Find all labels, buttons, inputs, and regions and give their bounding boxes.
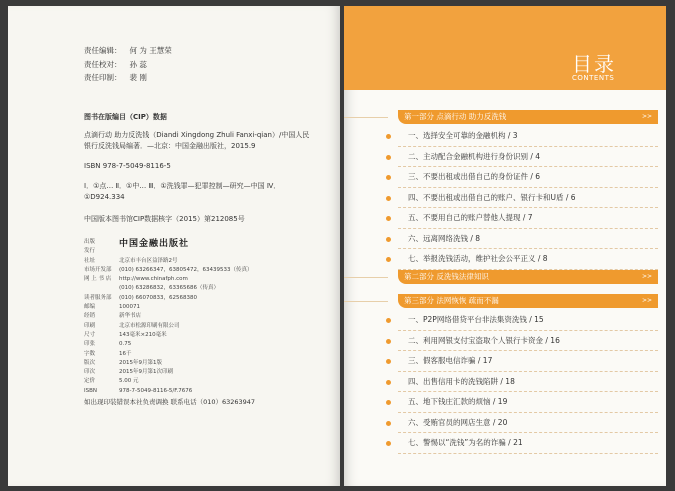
toc-entry bbox=[398, 310, 658, 331]
publisher-detail-row bbox=[84, 350, 324, 359]
detail-value: 143毫米×210毫米 bbox=[119, 331, 167, 338]
cip-classification: Ⅰ．①点… Ⅱ．①中… Ⅲ．①洗钱罪—犯罪控制—研究—中国 Ⅳ．①D924.334 bbox=[84, 182, 281, 201]
contents-page bbox=[344, 6, 666, 486]
publisher-name: 中国金融出版社 bbox=[119, 239, 190, 249]
cip-text: 点滴行动 助力反洗钱（Diandi Xingdong Zhuli Fanxi-qian）/中国人民银行反洗钱局编著．—北京：中国金融出版社，2015.9 bbox=[84, 131, 310, 150]
publisher-footer: 如出现印装错误本社负责调换 联系电话（010）63263947 bbox=[84, 398, 256, 407]
bullet-dot-icon bbox=[386, 400, 391, 405]
arrow-icon: >> bbox=[641, 273, 652, 280]
divider bbox=[344, 277, 388, 278]
toc-entry-text: 一、P2P网络借贷平台非法集资洗钱 / 15 bbox=[408, 315, 544, 324]
publisher-detail-row bbox=[84, 303, 324, 312]
detail-value: 0.75 bbox=[119, 341, 132, 348]
copyright-page bbox=[8, 6, 340, 486]
publisher-detail-row bbox=[84, 275, 324, 284]
detail-label: 邮编 bbox=[84, 304, 96, 311]
detail-label: 印刷 bbox=[84, 322, 96, 329]
detail-label: 定价 bbox=[84, 378, 96, 385]
bullet-dot-icon bbox=[386, 134, 391, 139]
bullet-dot-icon bbox=[386, 196, 391, 201]
cip-heading: 图书在版编目（CIP）数据 bbox=[84, 113, 167, 121]
bullet-dot-icon bbox=[386, 155, 391, 160]
toc-entry-text: 二、利用网银支付宝盗取个人银行卡资金 / 16 bbox=[408, 335, 560, 345]
toc-entry bbox=[398, 433, 658, 454]
bullet-dot-icon bbox=[386, 237, 391, 242]
publisher-detail-row bbox=[84, 312, 324, 321]
publisher-details bbox=[84, 257, 324, 396]
cip-block bbox=[84, 130, 314, 225]
publisher-detail-row bbox=[84, 340, 324, 349]
part-1-header bbox=[398, 110, 658, 124]
detail-label bbox=[84, 284, 119, 293]
header-band bbox=[344, 6, 666, 90]
toc-entry-text: 六、远离网络洗钱 / 8 bbox=[408, 233, 481, 243]
toc-entry-text: 二、主动配合金融机构进行身份识别 / 4 bbox=[408, 151, 541, 161]
detail-label: 尺寸 bbox=[84, 331, 96, 338]
part-1-list bbox=[398, 126, 658, 270]
toc-entry bbox=[398, 188, 658, 209]
toc-entry-text: 一、选择安全可靠的金融机构 / 3 bbox=[408, 131, 518, 140]
toc-entry-text: 七、警惕以“洗钱”为名的诈骗 / 21 bbox=[408, 438, 523, 447]
toc-entry bbox=[398, 392, 658, 413]
bullet-dot-icon bbox=[386, 421, 391, 426]
detail-label: 字数 bbox=[84, 350, 96, 357]
detail-value: 5.00 元 bbox=[119, 378, 139, 385]
toc-entry-text: 三、不要出租或出借自己的身份证件 / 6 bbox=[408, 172, 541, 181]
publisher-detail-row bbox=[84, 322, 324, 331]
credit-label: 责任编辑： bbox=[84, 46, 122, 55]
bullet-dot-icon bbox=[386, 175, 391, 180]
bullet-dot-icon bbox=[386, 380, 391, 385]
detail-label: 印张 bbox=[84, 341, 96, 348]
publisher-detail-row bbox=[84, 266, 324, 275]
toc-entry-text: 三、假客服电信诈骗 / 17 bbox=[408, 356, 493, 365]
detail-value: 100071 bbox=[119, 304, 140, 311]
credit-value: 何 为 王慧荣 bbox=[129, 46, 172, 55]
credit-row-proofreader bbox=[84, 58, 172, 72]
toc-entry bbox=[398, 372, 658, 393]
part-1-title: 第一部分 点滴行动 助力反洗钱 bbox=[404, 112, 507, 121]
arrow-icon: >> bbox=[641, 297, 652, 304]
detail-label: 市场开发部 bbox=[84, 266, 112, 273]
detail-label: 经销 bbox=[84, 313, 96, 320]
credit-label: 责任校对： bbox=[84, 59, 122, 69]
detail-label: 读者服务部 bbox=[84, 294, 112, 301]
publisher-label-bottom: 发行 bbox=[84, 248, 96, 255]
toc-entry bbox=[398, 147, 658, 168]
publisher-detail-row bbox=[84, 359, 324, 368]
publisher-detail-row bbox=[84, 387, 324, 396]
part-2-header bbox=[398, 270, 658, 284]
detail-label: 网 上 书 店 bbox=[84, 276, 112, 283]
publisher-block bbox=[84, 238, 324, 407]
detail-label: 版次 bbox=[84, 359, 96, 366]
cip-isbn: ISBN 978-7-5049-8116-5 bbox=[84, 162, 171, 170]
publisher-detail-row bbox=[84, 294, 324, 303]
toc-entry-text: 七、举报洗钱活动，维护社会公平正义 / 8 bbox=[408, 254, 548, 263]
bullet-dot-icon bbox=[386, 441, 391, 446]
publisher-detail-row bbox=[84, 284, 324, 293]
bullet-dot-icon bbox=[386, 339, 391, 344]
credit-row-printing bbox=[84, 71, 172, 85]
credit-value: 裴 刚 bbox=[129, 73, 147, 82]
detail-value: 新华书店 bbox=[119, 313, 142, 320]
detail-value: 2015年9月第1版 bbox=[119, 359, 162, 366]
credit-label: 责任印制： bbox=[84, 73, 122, 82]
page-subtitle: CONTENTS bbox=[572, 74, 615, 82]
toc-entry bbox=[398, 331, 658, 352]
toc-entry bbox=[398, 351, 658, 372]
divider bbox=[344, 117, 388, 118]
detail-value: 北京市丰台区益泽路2号 bbox=[119, 257, 178, 264]
part-3-header bbox=[398, 294, 658, 308]
publisher-label-top: 出版 bbox=[84, 239, 96, 245]
cip-number: 中国版本图书馆CIP数据核字（2015）第212085号 bbox=[84, 215, 245, 223]
bullet-dot-icon bbox=[386, 359, 391, 364]
toc-entry-text: 六、受贿官员的网店生意 / 20 bbox=[408, 417, 508, 427]
toc-entry-text: 四、不要出租或出借自己的账户、银行卡和U盾 / 6 bbox=[408, 192, 576, 202]
publisher-detail-row bbox=[84, 368, 324, 377]
detail-value: http://www.chinafph.com bbox=[119, 276, 188, 283]
detail-value: 978-7-5049-8116-5/F.7676 bbox=[119, 387, 193, 394]
detail-value: (010) 63286832，63365686（传真） bbox=[119, 285, 220, 292]
toc-entry-text: 五、地下钱庄汇款的烦恼 / 19 bbox=[408, 397, 508, 406]
toc-entry bbox=[398, 167, 658, 188]
arrow-icon: >> bbox=[641, 113, 652, 120]
publisher-detail-row bbox=[84, 331, 324, 340]
bullet-dot-icon bbox=[386, 216, 391, 221]
detail-value: 2015年9月第1次印刷 bbox=[119, 369, 173, 376]
detail-value: 北京市松源印刷有限公司 bbox=[119, 322, 180, 329]
detail-label: 社址 bbox=[84, 257, 96, 264]
credits-block bbox=[84, 44, 172, 85]
part-3-title: 第三部分 法网恢恢 疏而不漏 bbox=[404, 296, 499, 305]
credit-row-editor bbox=[84, 44, 172, 58]
toc-entry-text: 五、不要用自己的账户替他人提现 / 7 bbox=[408, 213, 533, 222]
publisher-detail-row bbox=[84, 257, 324, 266]
detail-value: (010) 66070833，62568380 bbox=[119, 294, 198, 301]
bullet-dot-icon bbox=[386, 318, 391, 323]
detail-label: ISBN bbox=[84, 387, 98, 394]
page-title: 目录 bbox=[572, 52, 616, 76]
part-2-title: 第二部分 反洗钱法律知识 bbox=[404, 272, 489, 281]
detail-value: (010) 63266347，63805472，63439533（传真） bbox=[119, 266, 253, 273]
part-3-list bbox=[398, 310, 658, 454]
toc-entry-text: 四、出售信用卡的洗钱陷阱 / 18 bbox=[408, 376, 515, 386]
credit-value: 孙 蕊 bbox=[129, 59, 147, 69]
publisher-detail-row bbox=[84, 377, 324, 386]
toc-entry bbox=[398, 229, 658, 250]
toc-entry bbox=[398, 413, 658, 434]
toc-entry bbox=[398, 126, 658, 147]
toc-entry bbox=[398, 249, 658, 270]
divider bbox=[344, 301, 388, 302]
toc-entry bbox=[398, 208, 658, 229]
publisher-name-row bbox=[84, 238, 324, 257]
detail-label: 印次 bbox=[84, 369, 96, 376]
bullet-dot-icon bbox=[386, 257, 391, 262]
detail-value: 16千 bbox=[119, 350, 132, 357]
